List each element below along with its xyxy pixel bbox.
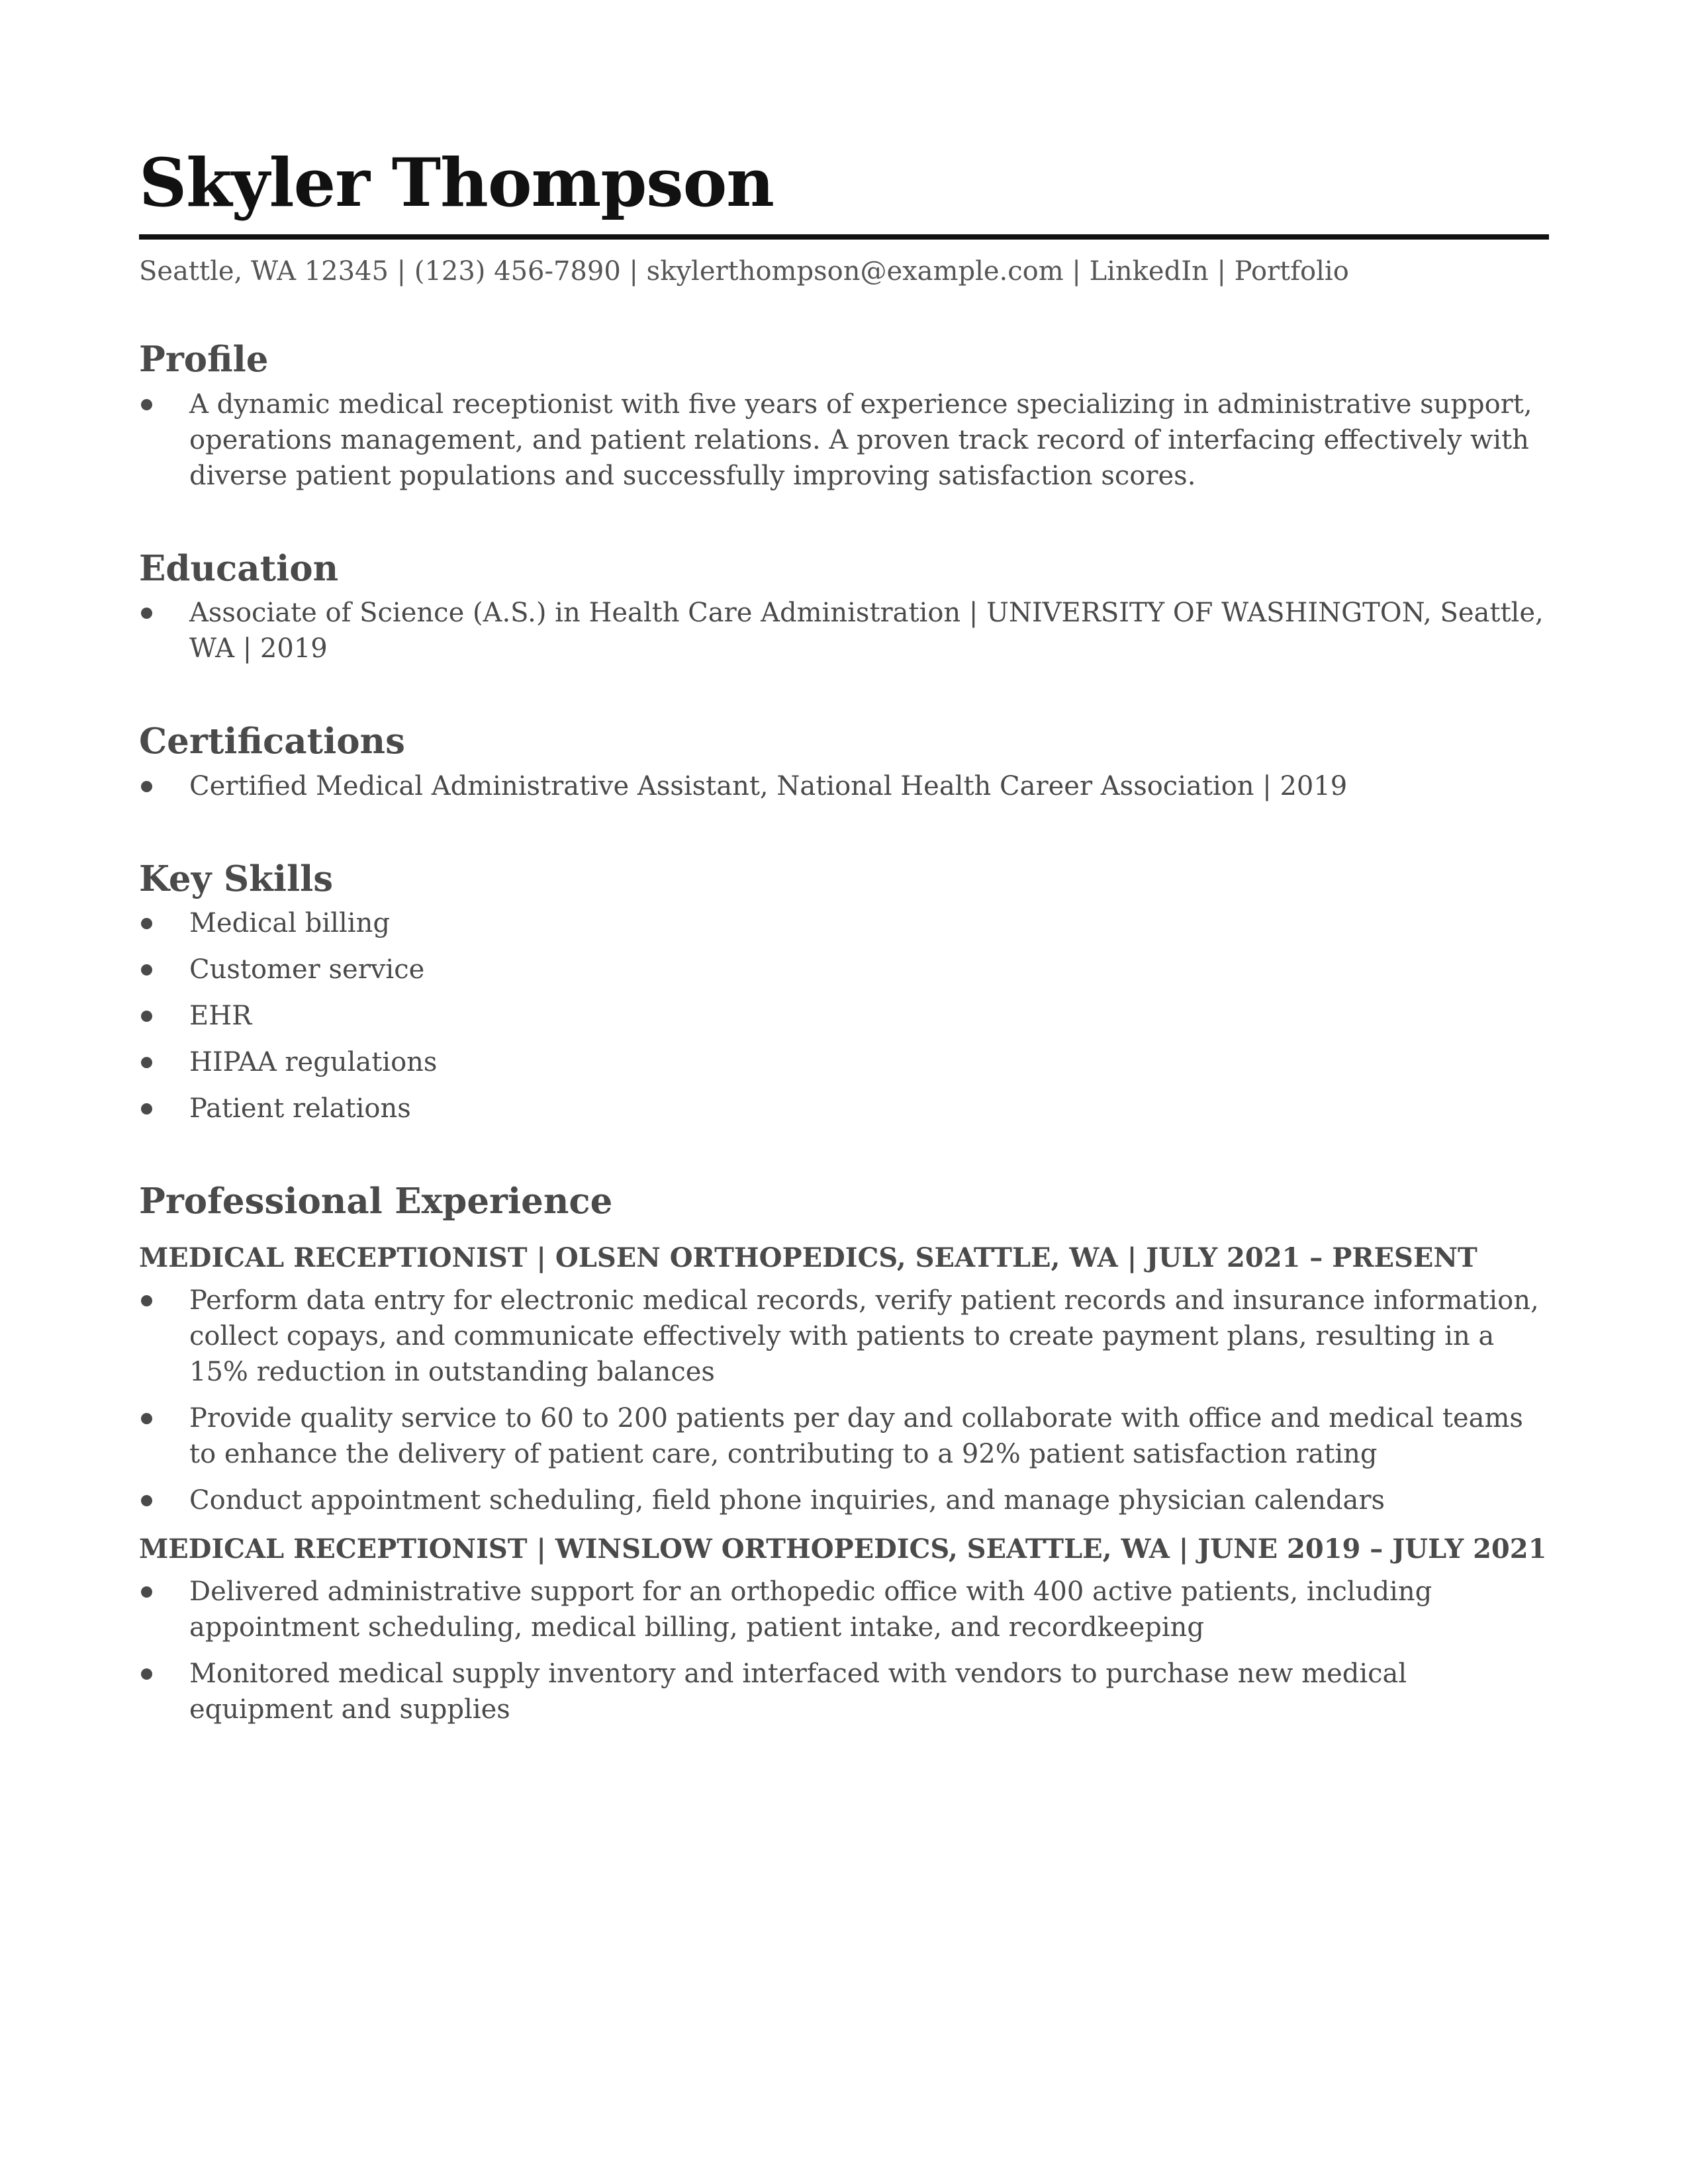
profile-list [139,387,1549,494]
section-title-profile: Profile [139,339,269,380]
profile-summary: A dynamic medical receptionist with five years of experience specializing in administrative support, operations management, and patient relations. A proven track record of interfacing effectively with diverse patient populations and successfully improving satisfaction scores. [189,388,1532,491]
job-bullet-text: Delivered administrative support for an orthopedic office with 400 active patients, including appointment scheduling, medical billing, patient intake, and recordkeeping [189,1576,1432,1643]
list-item [139,387,1549,494]
list-item [139,1091,1549,1126]
certification-entry: Certified Medical Administrative Assistant, National Health Career Association | 2019 [189,770,1348,801]
skill-item: Medical billing [189,908,390,939]
bullet-icon [141,1103,152,1115]
job-bullet-text: Perform data entry for electronic medical records, verify patient records and insurance information, collect copays, and communicate effectively with patients to create payment plans, resulting in a 15% reduction in outstanding balances [189,1285,1539,1387]
resume-page [139,139,1549,1727]
bullet-icon [141,1586,152,1598]
job-heading: MEDICAL RECEPTIONIST | WINSLOW ORTHOPEDICS, SEATTLE, WA | JUNE 2019 – JULY 2021 [139,1533,1547,1565]
list-item [139,1400,1549,1472]
candidate-name: Skyler Thompson [139,144,774,222]
section-title-education: Education [139,547,339,589]
section-title-professional-experience: Professional Experience [139,1181,613,1222]
bullet-icon [141,1495,152,1506]
list-item [139,595,1549,666]
list-item [139,1283,1549,1390]
list-item [139,998,1549,1034]
skill-item: EHR [189,1001,252,1032]
education-entry: Associate of Science (A.S.) in Health Care Administration | UNIVERSITY OF WASHINGTON, Seattle, WA | 2019 [189,598,1544,664]
bullet-icon [141,781,152,792]
contact-line: Seattle, WA 12345 | (123) 456-7890 | skylerthompson@example.com | LinkedIn | Portfolio [139,256,1349,287]
list-item [139,1656,1549,1727]
job-bullet-text: Monitored medical supply inventory and interfaced with vendors to purchase new medical equipment and supplies [189,1658,1407,1725]
certifications-list [139,768,1549,804]
skill-item: Patient relations [189,1093,411,1124]
skill-item: HIPAA regulations [189,1047,438,1078]
list-item [139,952,1549,987]
section-title-key-skills: Key Skills [139,858,334,899]
bullet-icon [141,1413,152,1424]
bullet-icon [141,1295,152,1306]
bullet-icon [141,918,152,929]
bullet-icon [141,1668,152,1680]
section-title-certifications: Certifications [139,721,405,762]
job-bullets [139,1574,1549,1727]
list-item [139,905,1549,941]
bullet-icon [141,1011,152,1022]
skills-list [139,905,1549,1126]
list-item [139,1482,1549,1518]
list-item [139,1574,1549,1645]
bullet-icon [141,399,152,410]
bullet-icon [141,1057,152,1068]
list-item [139,768,1549,804]
job-bullets [139,1283,1549,1518]
list-item [139,1044,1549,1080]
job-heading: MEDICAL RECEPTIONIST | OLSEN ORTHOPEDICS, SEATTLE, WA | JULY 2021 – PRESENT [139,1242,1477,1273]
education-list [139,595,1549,666]
job-bullet-text: Provide quality service to 60 to 200 patients per day and collaborate with office and medical teams to enhance the delivery of patient care, contributing to a 92% patient satisfaction rating [189,1402,1523,1469]
skill-item: Customer service [189,954,425,985]
bullet-icon [141,964,152,976]
bullet-icon [141,608,152,619]
header-divider [139,234,1549,240]
job-bullet-text: Conduct appointment scheduling, field phone inquiries, and manage physician calendars [189,1484,1385,1516]
